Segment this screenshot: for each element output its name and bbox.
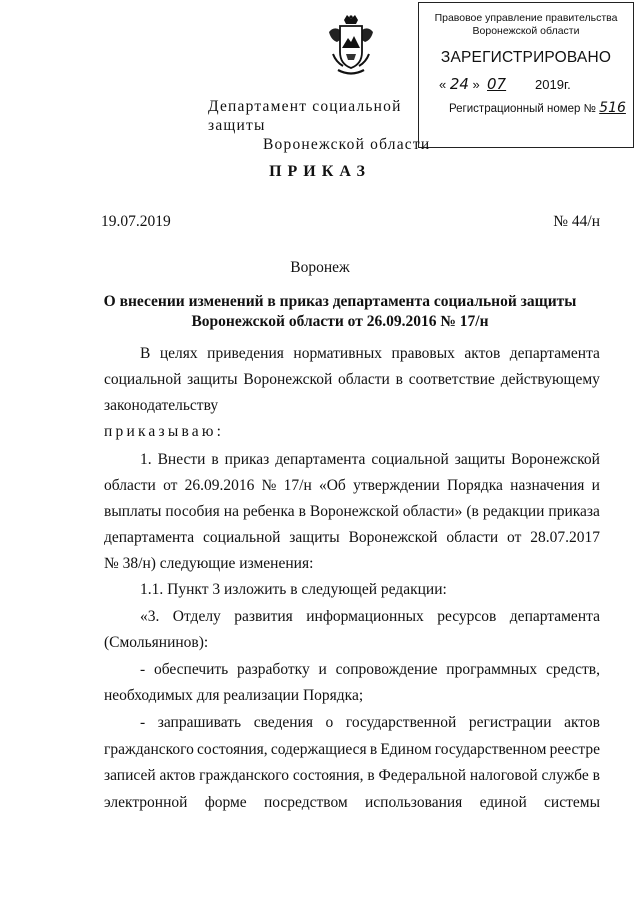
word: «Об [318, 477, 346, 494]
word: состояния, [197, 741, 268, 758]
word: - [140, 661, 146, 678]
word: форме [204, 794, 247, 811]
body-line [104, 476, 600, 496]
body-line [104, 528, 600, 548]
word: о [325, 714, 334, 731]
word: 17/н [283, 477, 312, 494]
order-date: 19.07.2019 [101, 213, 171, 230]
department-line-1: Департамент социальной защиты [208, 98, 402, 134]
word: содержащиеся [270, 741, 367, 758]
body-line: законодательству [104, 397, 219, 414]
word: приказа [548, 503, 600, 520]
word: департамента [275, 451, 366, 468]
word: соответствие [408, 371, 495, 388]
word: 1. [140, 451, 152, 468]
coat-of-arms-icon [326, 14, 376, 78]
body-line [104, 766, 600, 786]
stamp-date: « 24 » 07 2019г. [439, 75, 571, 93]
body-line [104, 370, 600, 390]
word: программных [446, 661, 538, 678]
order-number: № 44/н [553, 213, 600, 230]
word: от [163, 477, 178, 494]
word: целях [159, 345, 198, 362]
body-line [104, 713, 600, 733]
word: обеспечить [153, 661, 229, 678]
word: налоговой [469, 767, 538, 784]
word: в [395, 371, 403, 388]
order-heading [100, 292, 580, 332]
body-line [104, 502, 600, 522]
word: 28.07.2017 [530, 529, 600, 546]
word: использования [364, 794, 463, 811]
word: департамента [509, 608, 600, 625]
body-line [104, 660, 600, 680]
word: гражданского [104, 741, 194, 758]
word: актов [564, 714, 600, 731]
word: в [369, 741, 378, 758]
word: назначения [510, 477, 585, 494]
body-line [104, 793, 600, 813]
word: Воронежской [348, 529, 438, 546]
word: области [338, 371, 390, 388]
word: службе [541, 767, 589, 784]
word: защиты [187, 371, 238, 388]
word: Внести [157, 451, 206, 468]
word: единой [479, 794, 527, 811]
word: Отделу [172, 608, 221, 625]
word: в [298, 503, 306, 520]
word: системы [544, 794, 600, 811]
word: реестре [549, 741, 600, 758]
word: - [140, 714, 146, 731]
word: (в [466, 503, 479, 520]
stamp-line-2: Воронежской области [472, 25, 580, 37]
word: развития [234, 608, 293, 625]
order-word: приказываю: [104, 423, 225, 440]
word: «3. [140, 608, 160, 625]
word: департамента [509, 345, 600, 362]
word: разработку [237, 661, 310, 678]
word: в [211, 451, 219, 468]
word: Воронежской [511, 451, 600, 468]
word: сопровождение [335, 661, 438, 678]
word: актов [464, 345, 501, 362]
word: области [104, 477, 156, 494]
body-line [104, 344, 600, 364]
stamp-year: 2019 [535, 77, 564, 92]
word: государственном [434, 741, 547, 758]
body-line [104, 607, 600, 627]
word: Порядка [447, 477, 503, 494]
word: от [507, 529, 522, 546]
heading-line-1: О внесении изменений в приказ департамента социальной защиты [103, 293, 577, 310]
word: посредством [263, 794, 348, 811]
word: действующему [500, 371, 600, 388]
word: департамента [104, 529, 195, 546]
city: Воронеж [290, 259, 350, 276]
word: В [140, 345, 151, 362]
word: ресурсов [437, 608, 497, 625]
stamp-year-suffix: г. [563, 77, 571, 92]
body-line [104, 450, 600, 470]
word: в [367, 767, 375, 784]
word: социальной [104, 371, 182, 388]
word: 26.09.2016 [184, 477, 255, 494]
word: социальной [203, 529, 281, 546]
word: информационных [306, 608, 424, 625]
stamp-line-1: Правовое управление правительства [434, 12, 618, 24]
word: № [261, 477, 277, 494]
word: актов [159, 767, 196, 784]
word: области» [402, 503, 463, 520]
word: приказ [224, 451, 270, 468]
word: области [446, 529, 499, 546]
word: пособия [165, 503, 220, 520]
word: состояния, [292, 767, 364, 784]
document-type: ПРИКАЗ [269, 163, 371, 180]
word: нормативных [293, 345, 383, 362]
word: регистрации [468, 714, 552, 731]
registration-stamp [418, 2, 634, 148]
word: утверждении [353, 477, 440, 494]
word: электронной [104, 794, 188, 811]
word: в [592, 767, 600, 784]
word: сведения [253, 714, 313, 731]
body-line: № 38/н) следующие изменения: [104, 555, 314, 572]
body-line: 1.1. Пункт 3 изложить в следующей редакции: [140, 581, 447, 598]
word: правовых [391, 345, 455, 362]
department-name [208, 97, 448, 154]
word: записей [104, 767, 156, 784]
word: Едином [380, 741, 432, 758]
word: Воронежской [243, 371, 333, 388]
department-line-2: Воронежской области [263, 136, 431, 153]
word: Воронежской [309, 503, 399, 520]
word: приведения [207, 345, 284, 362]
word: гражданского [199, 767, 289, 784]
word: на [223, 503, 239, 520]
stamp-reg-label: Регистрационный номер № [449, 103, 596, 115]
stamp-day: 24 [449, 75, 469, 93]
word: средств, [545, 661, 600, 678]
word: выплаты [104, 503, 162, 520]
word: защиты [454, 451, 506, 468]
word: редакции [482, 503, 545, 520]
word: и [591, 477, 600, 494]
word: ребенка [242, 503, 295, 520]
stamp-month: 07 [487, 75, 507, 93]
word: государственной [345, 714, 457, 731]
body-line [104, 740, 600, 760]
stamp-reg-value: 516 [599, 100, 626, 116]
stamp-registered: ЗАРЕГИСТРИРОВАНО [440, 49, 612, 66]
body-line: необходимых для реализации Порядка; [104, 687, 364, 704]
word: защиты [289, 529, 340, 546]
stamp-reg-number [449, 100, 626, 116]
heading-line-2: Воронежской области от 26.09.2016 № 17/н [191, 313, 489, 330]
word: Федеральной [378, 767, 467, 784]
word: и [318, 661, 327, 678]
body-line: (Смольянинов): [104, 634, 209, 651]
word: запрашивать [157, 714, 242, 731]
word: социальной [371, 451, 449, 468]
